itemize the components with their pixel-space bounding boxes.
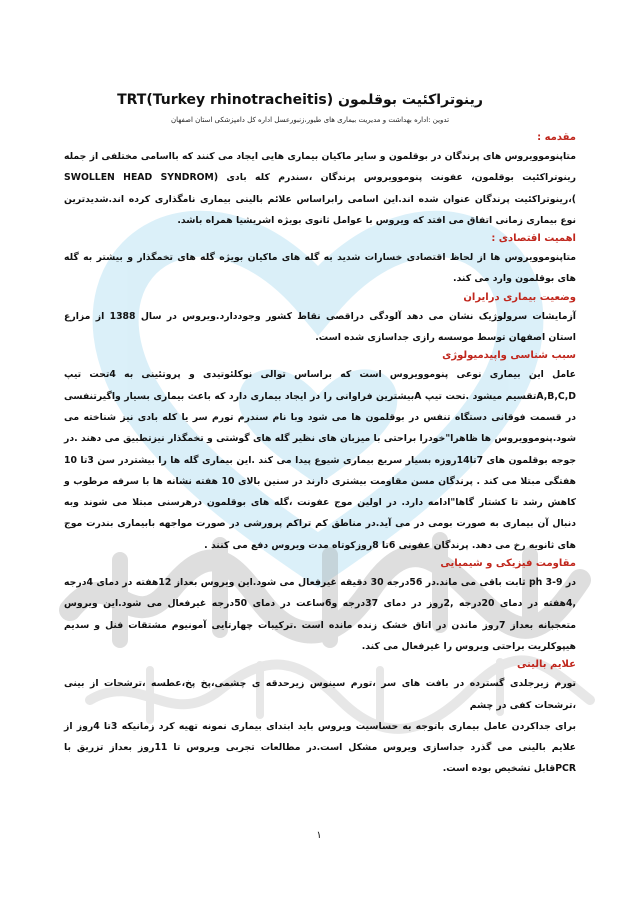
section-body: تورم زیرجلدی گسترده در بافت های سر ،تورم سینوس زیرحدقه ی چشمی،پخ پخ،عطسه ،ترشحات از بینی ،ترشحات کفی در چشم: [64, 678, 576, 711]
section-body: متاپنوموویروس های پرندگان در بوقلمون و سایر ماکیان بیماری هایی ایجاد می کنند که بااسامی مختلفی از جمله رینوتراکئیت بوقلمون، عفونت پنوموویروس پرندگان ،سندرم کله بادی (SWOLLEN HEAD SYNDROM )،رینوتراکئیت پرندگان عنوان شده اند.این اسامی رابراساس علائم بالینی بیماری نامگذاری کرده اند.شدیدترین نوع بیماری زمانی اتفاق می افتد که ویروس با عوامل ثانوی بویژه اشریشیا همراه باشد.: [64, 151, 576, 226]
page-number: ۱: [316, 830, 322, 841]
section-heading: علایم بالینی: [516, 659, 576, 671]
section-heading: وضعیت بیماری درایران: [463, 291, 576, 303]
section-introduction: [64, 132, 576, 231]
section-heading: مقدمه :: [537, 132, 576, 143]
document-subtitle: تدوین :اداره بهداشت و مدیریت بیماری های طیور،زنبورعسل اداره کل دامپزشکی استان اصفهان: [170, 116, 450, 124]
section-heading: اهمیت اقتصادی :: [491, 233, 576, 245]
section-heading: مقاومت فیزیکی و شیمیایی: [440, 558, 576, 570]
section-body: متاپنوموویروس ها از لحاظ اقتصادی خسارات شدید به گله های ماکیان بویژه گله های تخمگذار و بیشتر به گله های بوقلمون وارد می کند.: [64, 252, 576, 285]
document-title: رینوتراکئیت بوقلمون TRT(Turkey rhinotracheitis): [117, 92, 483, 108]
section-body: برای جداکردن عامل بیماری باتوجه به حساسیت ویروس باید ابتدای بیماری نمونه تهیه کرد زمانیکه 3تا 4روز از علایم بالینی می گذرد جداسازی ویروس مشکل است.در مطالعات تجربی ویروس تا 11روز بعداز تزریق با PCRقابل تشخیص بوده است.: [64, 720, 577, 775]
section-economic-importance: [64, 233, 576, 290]
section-physical-chemical-resistance: [64, 558, 576, 657]
section-body: آزمایشات سرولوژیک نشان می دهد آلودگی دراقصی نقاط کشور وجوددارد.ویروس در سال 1388 از مزارع استان اصفهان توسط موسسه رازی جداسازی شده است.: [64, 310, 576, 344]
section-virus-isolation: [64, 716, 576, 780]
section-clinical-signs: [64, 659, 576, 716]
section-heading: سبب شناسی واپیدمیولوژی: [442, 350, 576, 362]
section-body: عامل این بیماری نوعی پنوموویروس است که براساس توالی نوکلئوتیدی و پروتئینی به 4تحت تیپ A,B,C,Dتقسیم میشود .تحت تیپ Aبیشترین فراوانی را در ایجاد بیماری دارد که باعث بیماری بسیار واگیرتنفسی در قسمت فوقانی دستگاه تنفس در بوقلمون ها می شود وبا نام سندرم تورم سر یا کله بادی نیز شناخته می شود.پنوموویروس ها ظاهرا"خودرا براحتی با میزبان های نظیر گله های گوشتی و تخمگذار نیزتطبیق می دهند .در جوجه بوقلمون های 7تا14روزه بسیار سریع بیماری شیوع پیدا می کند .این بیماری گله ها را بیشتردر سن 3تا 10 هفتگی مبتلا می کند . پرندگان مسن مقاومت بیشتری دارند در سنین بالای 10 هفته نشانه ها با سرفه مرطوب و کاهش رشد تا کشتار گاها"ادامه دارد. در اولین موج عفونت ،گله های بوقلمون درهرسنی مبتلا می شوند وبه دنبال آن بیماری به صورت بومی در می آید.در مناطق کم تراکم پرورشی در صورت مواجهه بابیماری بندرت موج های ثانویه رخ می دهد. پرندگان عفونی 6تا 8روزکوتاه مدت ویروس دفع می کنند .: [64, 369, 577, 551]
section-body: در ph 3-9 ثابت باقی می ماند.در 56درجه 30 دقیقه غیرفعال می شود.این ویروس بعداز 12هفته در دمای 4درجه ,4هفته در دمای 20درجه ,2روز در دمای 37درجه و6ساعت در دمای 50درجه غیرفعال می شود.این ویروس متعجبانه بعداز 7روز ماندن در اتاق خشک زنده مانده است .ترکیبات چهارتایی آمونیوم مشتقات فنل و سدیم هیپوکلریت براحتی ویروس را غیرفعال می کند.: [64, 577, 577, 652]
document-page: [64, 92, 576, 780]
section-etiology-epidemiology: [64, 350, 576, 556]
section-iran-status: [64, 292, 576, 349]
